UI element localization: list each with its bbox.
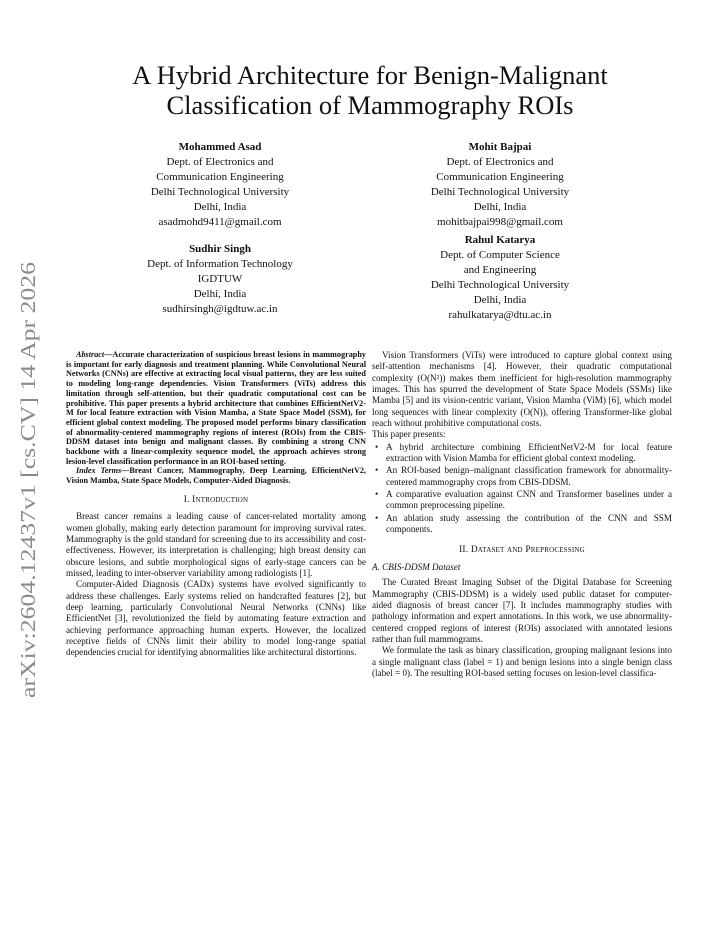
- list-item-text: An ablation study assessing the contribution of the CNN and SSM components.: [386, 512, 672, 535]
- title-line-1: A Hybrid Architecture for Benign-Malignant: [132, 60, 608, 90]
- abstract-text: —Accurate characterization of suspicious breast lesions in mammography is important for early diagnosis and treatment planning. While Convolutional Neural Networks (CNNs) are effective at extracting local visual patterns, they are less suited to modeling long-range dependencies. Vision Transformers (ViTs) address this limitation through self-attention, but their quadratic computational cost can be prohibitive. This paper presents a hybrid architecture that combines EfficientNetV2-M for local feature extraction with Vision Mamba, a State Space Model (SSM), for efficient global context modeling. The proposed model performs binary classification of abnormality-centered mammography regions of interest (ROIs) from the CBIS-DDSM dataset into benign and malignant classes. By combining a strong CNN backbone with a linear-complexity sequence model, the approach achieves strong lesion-level classification performance in an ROI-based setting.: [66, 350, 366, 466]
- list-item: • A comparative evaluation against CNN and Transformer baselines under a common preprocessing pipeline.: [375, 489, 672, 511]
- author-affil: IGDTUW: [197, 273, 243, 285]
- index-terms-text: —Breast Cancer, Mammography, Deep Learning, EfficientNetV2, Vision Mamba, State Space Models, Computer-Aided Diagnosis.: [66, 466, 367, 486]
- abstract-label: Abstract: [76, 350, 105, 359]
- author-name: Sudhir Singh: [189, 243, 251, 255]
- section-heading: II. Dataset and Preprocessing: [459, 544, 585, 555]
- author-name: Mohammed Asad: [178, 141, 262, 153]
- author-affil: Dept. of Electronics and: [446, 156, 554, 168]
- paragraph: Computer-Aided Diagnosis (CADx) systems have evolved significantly to address these challenges. Early systems relied on handcrafted features [2], but deep learning, particularly Convolutional Neural Networks (CNNs) like EfficientNet [3], revolutionized the field by automating feature extraction and achieving performance approaching human experts. However, the localized receptive fields of CNNs limit their ability to model long-range spatial dependencies crucial for identifying abnormalities like architectural distortions.: [66, 579, 366, 658]
- author-block: [70, 140, 670, 330]
- author-affil: Dept. of Electronics and: [166, 156, 274, 168]
- author-affil: Delhi Technological University: [150, 186, 290, 198]
- index-terms-label: Index Terms: [76, 466, 122, 476]
- abstract: [66, 350, 366, 466]
- author-email: mohitbajpai998@gmail.com: [437, 216, 563, 228]
- author-affil: Dept. of Computer Science: [440, 249, 560, 261]
- author-affil: Delhi Technological University: [430, 186, 570, 198]
- list-item: • An ablation study assessing the contribution of the CNN and SSM components.: [375, 512, 672, 535]
- index-terms: [66, 466, 366, 485]
- list-item: • An ROI-based benign–malignant classification framework for abnormality-centered mammography crops from CBIS-DDSM.: [375, 465, 672, 487]
- author-affil: and Engineering: [463, 264, 537, 276]
- list-item: • A hybrid architecture combining EfficientNetV2-M for local feature extraction with Vision Mamba for efficient global context modeling.: [375, 441, 672, 464]
- list-item-text: An ROI-based benign–malignant classification framework for abnormality-centered mammography crops from CBIS-DDSM.: [386, 465, 672, 487]
- author-2: [385, 140, 615, 230]
- subsection-heading: A. CBIS-DDSM Dataset: [372, 561, 461, 572]
- paper-title: [70, 60, 670, 120]
- list-item-text: A comparative evaluation against CNN and Transformer baselines under a common preprocessing pipeline.: [386, 489, 672, 511]
- title-line-2: Classification of Mammography ROIs: [166, 90, 574, 120]
- paragraph: Vision Transformers (ViTs) were introduced to capture global context using self-attention mechanisms [4]. However, their quadratic computational complexity (O(N²)) makes them inefficient for high-resolution mammography images. This has spurred the development of State Space Models (SSMs) like Mamba [5] and its vision-centric variant, Vision Mamba (ViM) [6], which model long sequences with linear complexity (O(N)), offering Transformer-like global reach without prohibitive computational costs.: [372, 350, 672, 429]
- author-email: sudhirsingh@igdtuw.ac.in: [162, 303, 278, 315]
- paragraph: The Curated Breast Imaging Subset of the Digital Database for Screening Mammography (CBIS-DDSM) is a widely used public dataset for computer-aided diagnosis of breast cancer [7]. It includes mammography studies with pathology information and expert annotations. In this work, we use abnormality-centered cropped regions of interest (ROIs) associated with annotated lesions rather than full mammograms.: [372, 577, 672, 644]
- left-column: [66, 350, 366, 659]
- author-affil: Delhi Technological University: [430, 279, 570, 291]
- author-3: [110, 242, 330, 317]
- author-1: [110, 140, 330, 230]
- contribution-list: [372, 442, 672, 536]
- author-affil: Dept. of Information Technology: [147, 258, 293, 270]
- paragraph: This paper presents:: [372, 429, 446, 440]
- arxiv-stamp-text: arXiv:2604.12437v1 [cs.CV] 14 Apr 2026: [16, 342, 40, 698]
- author-name: Mohit Bajpai: [468, 141, 532, 153]
- list-item-text: A hybrid architecture combining EfficientNetV2-M for local feature extraction with Vision Mamba for efficient global context modeling.: [386, 441, 672, 464]
- section-heading: I. Introduction: [183, 494, 249, 505]
- paragraph: We formulate the task as binary classification, grouping malignant lesions into a single malignant class (label = 1) and benign lesions into a single benign class (label = 0). The resulting ROI-based setting focuses on lesion-level classifica-: [372, 645, 672, 678]
- author-affil: Delhi, India: [473, 201, 527, 213]
- author-affil: Delhi, India: [193, 201, 247, 213]
- author-affil: Delhi, India: [473, 294, 527, 306]
- author-email: asadmohd9411@gmail.com: [158, 216, 282, 228]
- author-affil: Communication Engineering: [436, 171, 564, 183]
- author-name: Rahul Katarya: [464, 234, 536, 246]
- author-email: rahulkatarya@dtu.ac.in: [448, 309, 552, 321]
- paragraph: Breast cancer remains a leading cause of cancer-related mortality among women globally, making early detection paramount for improving survival rates. Mammography is the gold standard for screening due to its accessibility and cost-effectiveness. However, its interpretation is challenging; high breast density can obscure lesions, and subtle morphological signs of early-stage cancers can be missed, leading to inter-observer variability among radiologists [1].: [66, 511, 366, 578]
- author-4: [385, 233, 615, 323]
- author-affil: Communication Engineering: [156, 171, 284, 183]
- author-affil: Delhi, India: [193, 288, 247, 300]
- arxiv-stamp: [8, 262, 48, 698]
- right-column: [372, 350, 672, 679]
